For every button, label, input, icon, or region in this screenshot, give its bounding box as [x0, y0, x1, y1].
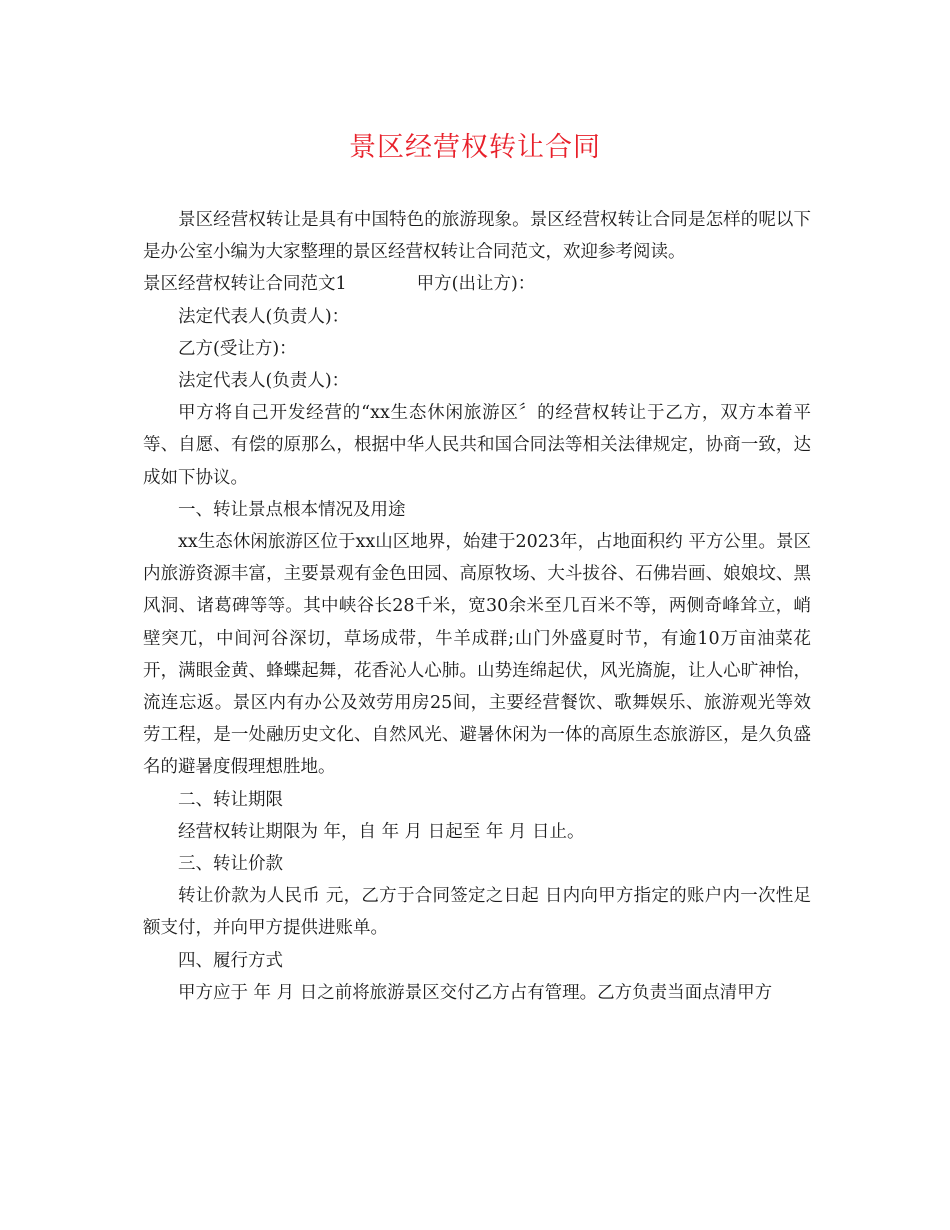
section-1-heading: 一、转让景点根本情况及用途	[178, 499, 406, 520]
section-1-text: xx生态休闲旅游区位于xx山区地界，始建于2023年，占地面积约 平方公里。景区内旅游资源丰富，主要景观有金色田园、高原牧场、大斗拔谷、石佛岩画、娘娘坟、黑风洞、诸葛碑等等。其中峡谷长28千米，宽30余米至几百米不等，两侧奇峰耸立，峭壁突兀，中间河谷深切，草场成带，牛羊成群;山门外盛夏时节，有逾10万亩油菜花开，满眼金黄、蜂蝶起舞，花香沁人心肺。山势连绵起伏，风光旖旎，让人心旷神怡，流连忘返。景区内有办公及效劳用房25间，主要经营餐饮、歌舞娱乐、旅游观光等效劳工程，是一处融历史文化、自然风光、避暑休闲为一体的高原生态旅游区，是久负盛名的避暑度假理想胜地。	[143, 532, 811, 778]
section-3-heading: 三、转让价款	[178, 854, 283, 875]
sample-heading-row	[143, 268, 811, 300]
party-b-label: 乙方(受让方)：	[178, 338, 297, 359]
section-2-text: 经营权转让期限为 年，自 年 月 日起至 年 月 日止。	[178, 821, 585, 842]
party-a-representative: 法定代表人(负责人)：	[178, 306, 350, 327]
spacer	[347, 268, 417, 300]
section-4-text: 甲方应于 年 月 日之前将旅游景区交付乙方占有管理。乙方负责当面点清甲方	[178, 982, 773, 1003]
document-title: 景区经营权转让合同	[349, 132, 601, 163]
section-3-text: 转让价款为人民币 元，乙方于合同签定之日起 日内向甲方指定的账户内一次性足额支付，并向甲方提供进账单。	[143, 886, 811, 939]
preamble-paragraph: 甲方将自己开发经营的“xx生态休闲旅游区〞的经营权转让于乙方，双方本着平等、自愿、有偿的原那么，根据中华人民共和国合同法等相关法律规定，协商一致，达成如下协议。	[143, 403, 811, 488]
document-body	[143, 204, 811, 1009]
section-2-heading: 二、转让期限	[178, 789, 283, 810]
party-a-label: 甲方(出让方)：	[416, 274, 536, 295]
party-b-representative: 法定代表人(负责人)：	[178, 371, 350, 392]
section-4-heading: 四、履行方式	[178, 950, 283, 971]
intro-paragraph: 景区经营权转让是具有中国特色的旅游现象。景区经营权转让合同是怎样的呢以下是办公室小编为大家整理的景区经营权转让合同范文，欢迎参考阅读。	[143, 210, 811, 263]
sample-heading: 景区经营权转让合同范文1	[143, 274, 347, 295]
